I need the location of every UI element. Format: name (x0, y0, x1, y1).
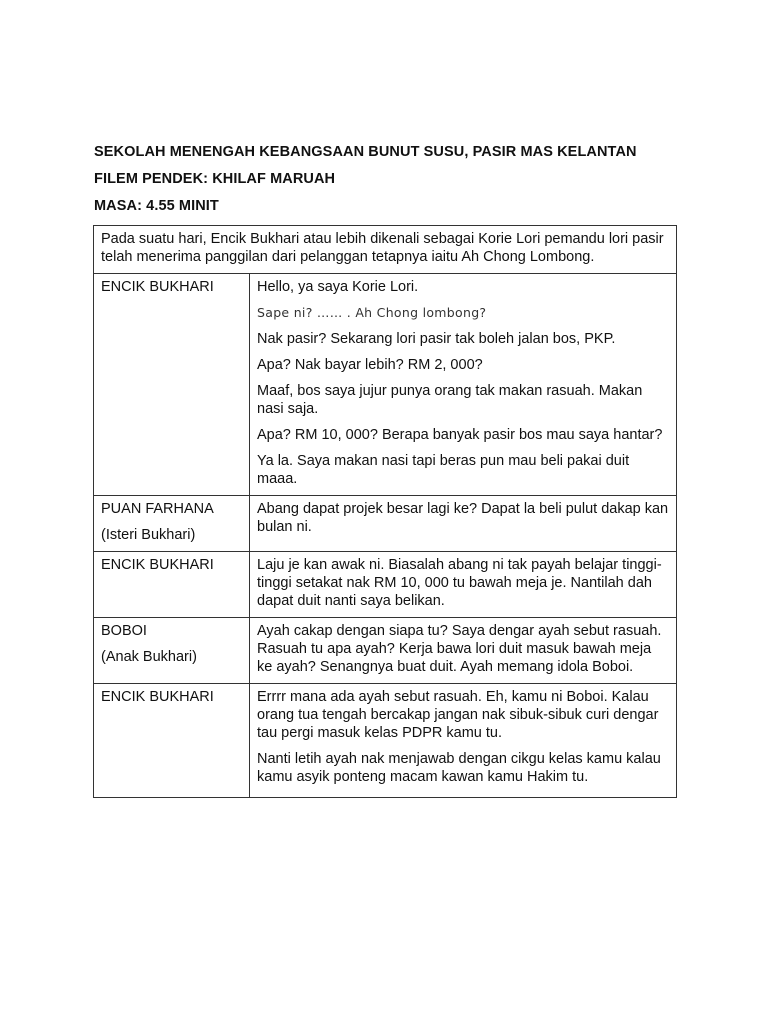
speaker-cell (94, 618, 250, 684)
dialogue-row (94, 274, 677, 496)
speaker-cell (94, 496, 250, 552)
duration-heading: MASA: 4.55 MINIT (94, 198, 219, 214)
speaker-name: ENCIK BUKHARI (101, 279, 214, 295)
dialogue-line: Ya la. Saya makan nasi tapi beras pun mau beli pakai duit maaa. (257, 453, 630, 487)
dialogue-line: Ayah cakap dengan siapa tu? Saya dengar ayah sebut rasuah. Rasuah tu apa ayah? Kerja bawa lori duit masuk bawah meja ke ayah? Senangnya buat duit. Ayah memang idola Boboi. (257, 623, 662, 675)
school-heading: SEKOLAH MENENGAH KEBANGSAAN BUNUT SUSU, PASIR MAS KELANTAN (94, 144, 637, 160)
speaker-cell (94, 684, 250, 798)
dialogue-line: Nak pasir? Sekarang lori pasir tak boleh jalan bos, PKP. (257, 331, 616, 347)
dialogue-cell (250, 618, 677, 684)
dialogue-line: Maaf, bos saya jujur punya orang tak makan rasuah. Makan nasi saja. (257, 383, 643, 417)
dialogue-cell (250, 684, 677, 798)
dialogue-cell (250, 552, 677, 618)
dialogue-line: Sape ni? …… . Ah Chong lombong? (257, 305, 487, 320)
dialogue-cell (250, 274, 677, 496)
dialogue-line: Errrr mana ada ayah sebut rasuah. Eh, kamu ni Boboi. Kalau orang tua tengah bercakap jangan nak sibuk-sibuk curi dengar tau pergi masuk kelas PDPR kamu tu. (257, 689, 659, 741)
intro-row (94, 226, 677, 274)
dialogue-line: Hello, ya saya Korie Lori. (257, 279, 419, 295)
speaker-cell (94, 552, 250, 618)
dialogue-line: Apa? Nak bayar lebih? RM 2, 000? (257, 357, 483, 373)
dialogue-cell (250, 496, 677, 552)
dialogue-row (94, 684, 677, 798)
script-table (93, 225, 677, 798)
dialogue-line: Nanti letih ayah nak menjawab dengan cikgu kelas kamu kalau kamu asyik ponteng macam kawan kamu Hakim tu. (257, 751, 661, 785)
speaker-note: (Anak Bukhari) (101, 649, 197, 665)
film-title: FILEM PENDEK: KHILAF MARUAH (94, 171, 336, 187)
dialogue-line: Laju je kan awak ni. Biasalah abang ni tak payah belajar tinggi-tinggi setakat nak RM 10, 000 tu bawah meja je. Nantilah dah dapat duit nanti saya belikan. (257, 557, 662, 609)
speaker-cell (94, 274, 250, 496)
speaker-name: ENCIK BUKHARI (101, 557, 214, 573)
intro-cell: Pada suatu hari, Encik Bukhari atau lebih dikenali sebagai Korie Lori pemandu lori pasir telah menerima panggilan dari pelanggan tetapnya iaitu Ah Chong Lombong. (94, 226, 677, 274)
speaker-name: BOBOI (101, 623, 147, 639)
speaker-name: ENCIK BUKHARI (101, 689, 214, 705)
dialogue-line: Abang dapat projek besar lagi ke? Dapat la beli pulut dakap kan bulan ni. (257, 501, 669, 535)
dialogue-line: Apa? RM 10, 000? Berapa banyak pasir bos mau saya hantar? (257, 427, 663, 443)
dialogue-row (94, 552, 677, 618)
dialogue-row (94, 618, 677, 684)
speaker-name: PUAN FARHANA (101, 501, 214, 517)
speaker-note: (Isteri Bukhari) (101, 527, 196, 543)
dialogue-row (94, 496, 677, 552)
